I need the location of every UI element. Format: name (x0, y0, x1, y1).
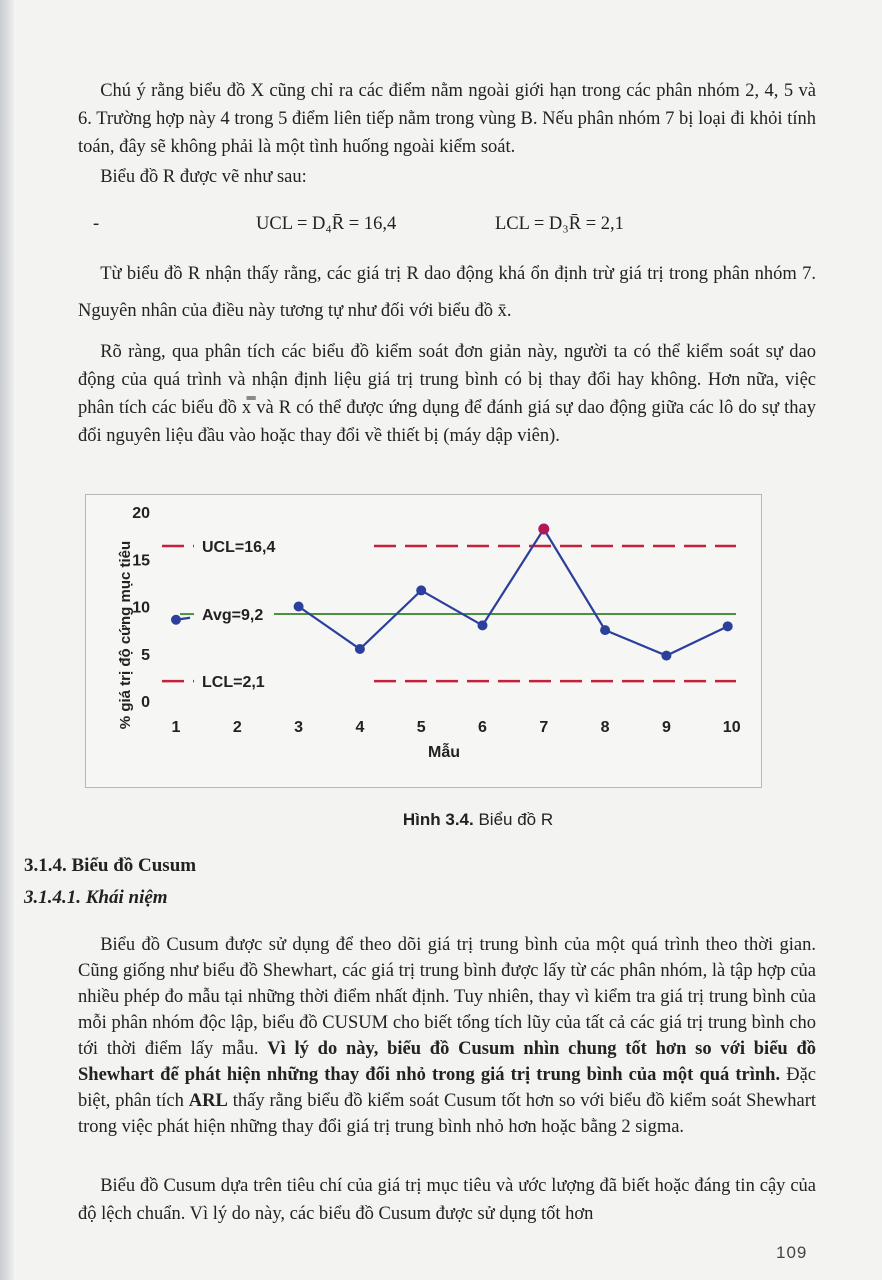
paragraph-5-part-c: Đặc biệt, phân tích (78, 1065, 816, 1111)
formula-line (78, 212, 816, 244)
y-tick-label: 0 (141, 694, 150, 711)
x-tick-label: 4 (355, 719, 365, 736)
x-tick-label: 10 (722, 719, 741, 736)
paragraph-6: Biểu đồ Cusum dựa trên tiêu chí của giá trị mục tiêu và ước lượng đã biết hoặc đáng tin cậy của độ lệch chuẩn. Vì lý do này, các biểu đồ Cusum được sử dụng tốt hơn (78, 1176, 816, 1224)
x-tick-label: 1 (171, 719, 181, 736)
paragraph-1: Chú ý rằng biểu đồ X cũng chỉ ra các điểm nằm ngoài giới hạn trong các phân nhóm 2, 4, 5 và 6. Trường hợp này 4 trong 5 điểm liên tiếp nằm trong vùng B. Nếu phân nhóm 7 bị loại đi khỏi tính toán, đây sẽ không phải là một tình huống ngoài kiểm soát. (78, 81, 816, 157)
r-chart (85, 494, 762, 788)
r-chart-svg (86, 495, 761, 787)
paragraph-4: Rõ ràng, qua phân tích các biểu đồ kiểm soát đơn giản này, người ta có thể kiểm soát sự dao động của quá trình và nhận định liệu giá trị trung bình có bị thay đổi hay không. Hơn nữa, việc phân tích các biểu đồ x̿ và R có thể được ứng dụng để đánh giá sự dao động giữa các lô do sự thay đổi nguyên liệu đầu vào hoặc thay đổi về thiết bị (máy dập viên). (78, 342, 816, 446)
y-axis-label: % giá trị độ cứng mục tiêu (117, 540, 134, 730)
paragraph-3: Từ biểu đồ R nhận thấy rằng, các giá trị R dao động khá ổn định trừ giá trị trong phân nhóm 7. Nguyên nhân của điều này tương tự như đối với biểu đồ x̄. (78, 264, 816, 321)
series-line (299, 529, 728, 656)
data-point (355, 644, 365, 654)
data-point (478, 620, 488, 630)
formula-lcl: LCL = D₃R̄ = 2,1 (495, 214, 624, 234)
figure-caption (78, 810, 878, 830)
data-point (538, 524, 549, 535)
x-tick-label: 7 (539, 719, 549, 736)
data-point (294, 602, 304, 612)
page-number: 109 (776, 1243, 808, 1262)
formula-dash: - (93, 214, 100, 234)
section-heading: 3.1.4. Biểu đồ Cusum (24, 855, 197, 876)
ucl-line-label: UCL=16,4 (202, 539, 276, 557)
paragraph-5-arl: ARL (188, 1091, 228, 1111)
x-tick-label: 8 (600, 719, 610, 736)
x-tick-label: 5 (416, 719, 426, 736)
data-point (171, 615, 181, 625)
formula-ucl: UCL = D₄R̄ = 16,4 (256, 214, 397, 234)
paragraph-5-part-a: Biểu đồ Cusum được sử dụng để theo dõi giá trị trung bình của một quá trình theo thời gian. Cũng giống như biểu đồ Shewhart, các giá trị trung bình được lấy từ các phân nhóm, là tập hợp của nhiều phép đo mẫu tại những thời điểm nhất định. Tuy nhiên, thay vì kiểm tra giá trị trung bình của mỗi phân nhóm độc lập, biểu đồ CUSUM cho biết tổng tích lũy của tất cả các giá trị trung bình cho tới thời điểm lấy mẫu. (78, 935, 816, 1059)
x-axis-label: Mẫu (428, 744, 460, 761)
avg-line-label: Avg=9,2 (202, 607, 264, 625)
paragraph-5-part-e: thấy rằng biểu đồ kiểm soát Cusum tốt hơn so với biểu đồ kiểm soát Shewhart trong việc phát hiện những thay đổi giá trị trung bình nhỏ hơn hoặc bằng 2 sigma. (78, 1091, 816, 1137)
data-point (416, 585, 426, 595)
y-tick-label: 5 (141, 646, 150, 664)
caption-label: Hình 3.4. (402, 810, 474, 829)
lcl-line-label: LCL=2,1 (202, 674, 265, 692)
subsection-heading: 3.1.4.1. Khái niệm (24, 887, 168, 908)
x-tick-label: 2 (232, 719, 242, 736)
data-point (600, 625, 610, 635)
x-tick-label: 3 (294, 719, 304, 736)
paragraph-2: Biểu đồ R được vẽ như sau: (100, 167, 307, 187)
caption-text: Biểu đồ R (473, 810, 554, 829)
book-spine-shadow (0, 0, 14, 1280)
y-tick-label: 10 (132, 599, 150, 617)
data-point (661, 651, 671, 661)
paragraph-5-bold: Vì lý do này, biểu đồ Cusum nhìn chung tốt hơn so với biểu đồ Shewhart để phát hiện những thay đổi nhỏ trong giá trị trung bình của một quá trình. (78, 1039, 816, 1085)
data-point (723, 621, 733, 631)
y-tick-label: 20 (132, 505, 150, 522)
paragraph-5 (78, 932, 816, 1140)
y-tick-label: 15 (132, 552, 150, 570)
x-tick-label: 9 (661, 719, 671, 736)
x-tick-label: 6 (478, 719, 487, 736)
